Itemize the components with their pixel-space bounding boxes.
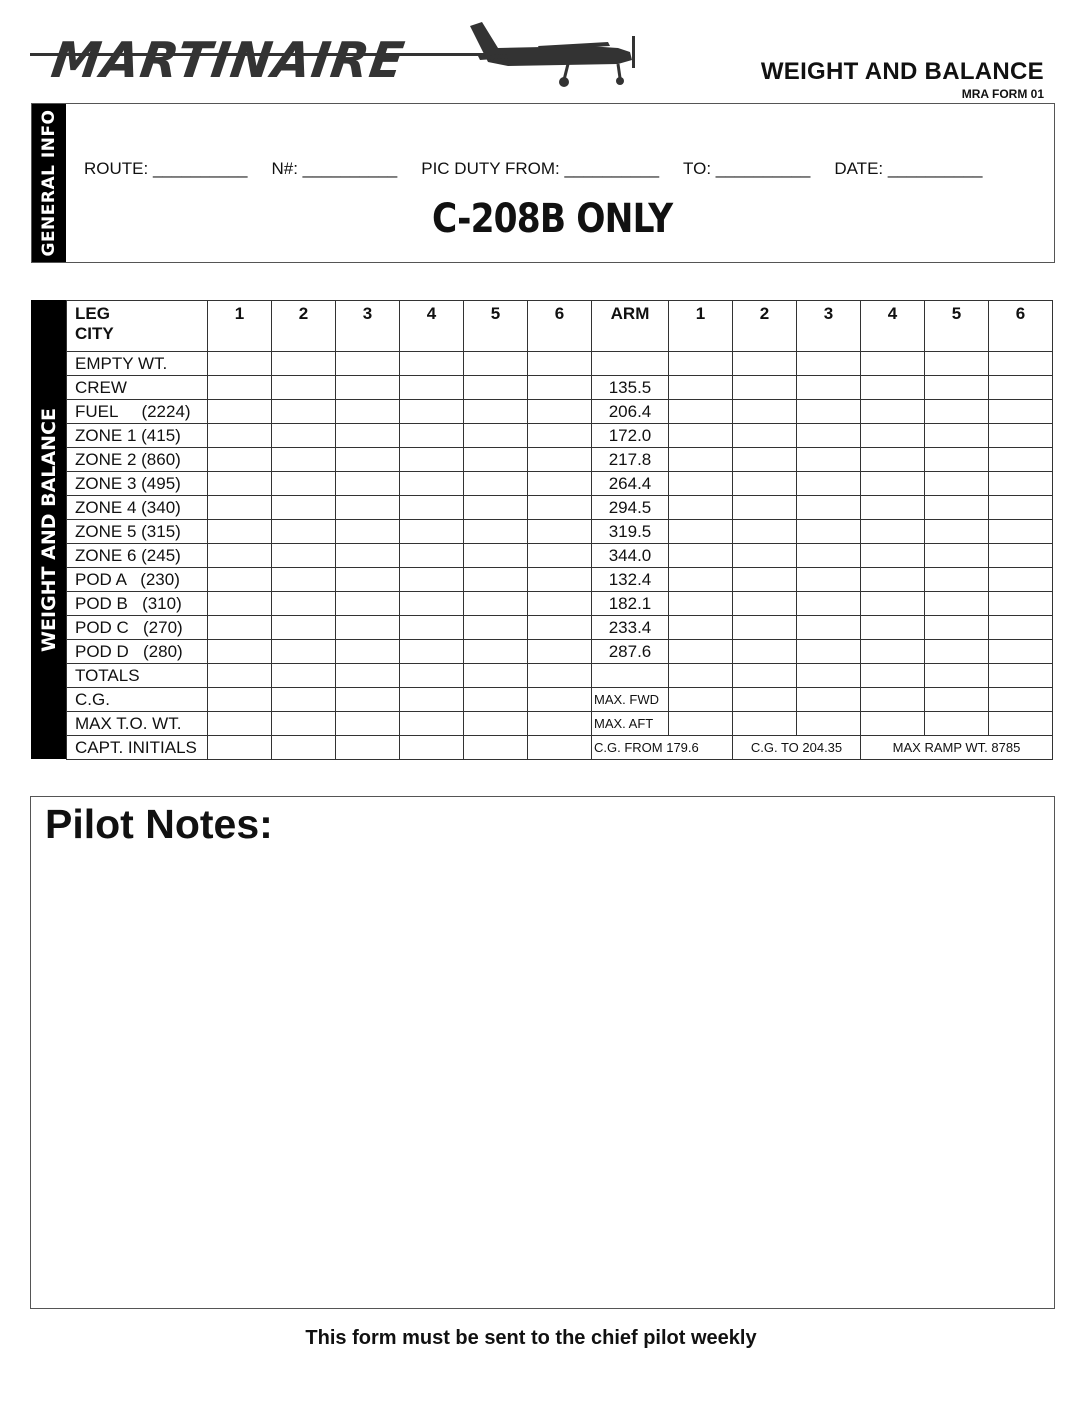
entry-cell[interactable] <box>208 688 272 712</box>
leg-header: LEG <box>75 304 110 323</box>
weight-entry-cell[interactable] <box>336 472 400 496</box>
moment-entry-cell[interactable] <box>733 568 797 592</box>
row-label: MAX T.O. WT. <box>67 712 208 736</box>
moment-col-header: 4 <box>861 301 925 352</box>
weight-entry-cell[interactable] <box>336 352 400 376</box>
row-label: CAPT. INITIALS <box>67 736 208 760</box>
entry-cell[interactable] <box>528 712 592 736</box>
entry-cell[interactable] <box>669 712 733 736</box>
weight-entry-cell[interactable] <box>208 616 272 640</box>
leg-col-header: 1 <box>208 301 272 352</box>
weight-entry-cell[interactable] <box>464 352 528 376</box>
date-field[interactable]: DATE: __________ <box>834 159 983 178</box>
entry-cell[interactable] <box>528 688 592 712</box>
moment-entry-cell[interactable] <box>797 352 861 376</box>
weight-entry-cell[interactable] <box>336 568 400 592</box>
table-row <box>67 640 1053 664</box>
row-label: CREW <box>67 376 208 400</box>
moment-entry-cell[interactable] <box>861 568 925 592</box>
entry-cell[interactable] <box>528 736 592 760</box>
moment-entry-cell[interactable] <box>797 592 861 616</box>
general-info-tab <box>32 104 66 262</box>
table-row <box>67 448 1053 472</box>
moment-entry-cell[interactable] <box>925 664 989 688</box>
moment-entry-cell[interactable] <box>797 616 861 640</box>
moment-entry-cell[interactable] <box>925 640 989 664</box>
row-label: FUEL (2224) <box>67 400 208 424</box>
moment-entry-cell[interactable] <box>989 568 1053 592</box>
weight-entry-cell[interactable] <box>272 616 336 640</box>
table-row <box>67 352 1053 376</box>
weight-entry-cell[interactable] <box>336 544 400 568</box>
moment-entry-cell[interactable] <box>733 448 797 472</box>
weight-entry-cell[interactable] <box>400 376 464 400</box>
weight-entry-cell[interactable] <box>208 568 272 592</box>
weight-entry-cell[interactable] <box>400 352 464 376</box>
moment-entry-cell[interactable] <box>989 664 1053 688</box>
row-label: ZONE 2 (860) <box>67 448 208 472</box>
tail-number-field[interactable]: N#: __________ <box>271 159 398 178</box>
pilot-notes-box[interactable] <box>30 796 1055 1309</box>
moment-col-header: 2 <box>733 301 797 352</box>
weight-entry-cell[interactable] <box>400 592 464 616</box>
arm-value: 294.5 <box>592 496 669 520</box>
moment-entry-cell[interactable] <box>669 544 733 568</box>
arm-value: 319.5 <box>592 520 669 544</box>
moment-entry-cell[interactable] <box>989 352 1053 376</box>
moment-entry-cell[interactable] <box>733 424 797 448</box>
weight-entry-cell[interactable] <box>208 544 272 568</box>
weight-entry-cell[interactable] <box>208 424 272 448</box>
entry-cell[interactable] <box>925 688 989 712</box>
weight-entry-cell[interactable] <box>528 544 592 568</box>
weight-entry-cell[interactable] <box>208 640 272 664</box>
entry-cell[interactable] <box>989 688 1053 712</box>
table-row <box>67 592 1053 616</box>
moment-entry-cell[interactable] <box>797 448 861 472</box>
arm-value: 264.4 <box>592 472 669 496</box>
entry-cell[interactable] <box>272 712 336 736</box>
weight-entry-cell[interactable] <box>528 568 592 592</box>
weight-entry-cell[interactable] <box>272 640 336 664</box>
moment-entry-cell[interactable] <box>989 472 1053 496</box>
weight-entry-cell[interactable] <box>400 424 464 448</box>
weight-entry-cell[interactable] <box>208 592 272 616</box>
row-label: POD C (270) <box>67 616 208 640</box>
weight-entry-cell[interactable] <box>400 520 464 544</box>
footer-instruction: This form must be sent to the chief pilot weekly <box>305 1327 757 1349</box>
table-row <box>67 616 1053 640</box>
weight-entry-cell[interactable] <box>464 544 528 568</box>
arm-header: ARM <box>592 301 669 352</box>
weight-entry-cell[interactable] <box>400 664 464 688</box>
row-label: ZONE 6 (245) <box>67 544 208 568</box>
table-row-capt-initials <box>67 736 1053 760</box>
moment-entry-cell[interactable] <box>861 472 925 496</box>
entry-cell[interactable] <box>464 712 528 736</box>
cg-from-note: C.G. FROM 179.6 <box>592 736 733 760</box>
weight-entry-cell[interactable] <box>400 640 464 664</box>
weight-entry-cell[interactable] <box>272 376 336 400</box>
weight-entry-cell[interactable] <box>208 520 272 544</box>
weight-entry-cell[interactable] <box>336 664 400 688</box>
moment-col-header: 3 <box>797 301 861 352</box>
moment-entry-cell[interactable] <box>989 400 1053 424</box>
moment-entry-cell[interactable] <box>925 616 989 640</box>
moment-entry-cell[interactable] <box>733 664 797 688</box>
weight-entry-cell[interactable] <box>208 664 272 688</box>
weight-entry-cell[interactable] <box>272 472 336 496</box>
weight-entry-cell[interactable] <box>400 472 464 496</box>
weight-entry-cell[interactable] <box>528 616 592 640</box>
max-ramp-note: MAX RAMP WT. 8785 <box>861 736 1053 760</box>
entry-cell[interactable] <box>861 712 925 736</box>
moment-entry-cell[interactable] <box>669 472 733 496</box>
general-info-section <box>31 103 1055 263</box>
weight-entry-cell[interactable] <box>464 640 528 664</box>
moment-entry-cell[interactable] <box>925 376 989 400</box>
moment-entry-cell[interactable] <box>797 568 861 592</box>
row-label: POD B (310) <box>67 592 208 616</box>
weight-entry-cell[interactable] <box>272 592 336 616</box>
weight-entry-cell[interactable] <box>208 400 272 424</box>
moment-entry-cell[interactable] <box>925 592 989 616</box>
moment-entry-cell[interactable] <box>797 664 861 688</box>
weight-entry-cell[interactable] <box>336 376 400 400</box>
moment-entry-cell[interactable] <box>733 592 797 616</box>
table-row-cg <box>67 688 1053 712</box>
moment-entry-cell[interactable] <box>797 544 861 568</box>
weight-entry-cell[interactable] <box>336 400 400 424</box>
row-label: C.G. <box>67 688 208 712</box>
moment-entry-cell[interactable] <box>733 352 797 376</box>
max-fwd-label: MAX. FWD <box>592 688 669 712</box>
weight-entry-cell[interactable] <box>464 664 528 688</box>
leg-col-header: 5 <box>464 301 528 352</box>
weight-entry-cell[interactable] <box>336 520 400 544</box>
moment-entry-cell[interactable] <box>925 520 989 544</box>
arm-value: 287.6 <box>592 640 669 664</box>
weight-balance-table <box>66 300 1053 760</box>
entry-cell[interactable] <box>208 712 272 736</box>
entry-cell[interactable] <box>272 688 336 712</box>
logo-wordmark: MARTINAIRE <box>47 32 409 89</box>
moment-entry-cell[interactable] <box>733 616 797 640</box>
aircraft-type-label: C-208B ONLY <box>432 196 673 242</box>
entry-cell[interactable] <box>400 736 464 760</box>
moment-entry-cell[interactable] <box>669 424 733 448</box>
table-row <box>67 472 1053 496</box>
moment-entry-cell[interactable] <box>733 640 797 664</box>
weight-entry-cell[interactable] <box>528 496 592 520</box>
city-header: CITY <box>75 324 114 343</box>
moment-entry-cell[interactable] <box>733 496 797 520</box>
leg-col-header: 3 <box>336 301 400 352</box>
moment-entry-cell[interactable] <box>669 664 733 688</box>
weight-entry-cell[interactable] <box>528 472 592 496</box>
company-logo <box>30 18 650 93</box>
moment-entry-cell[interactable] <box>669 592 733 616</box>
moment-entry-cell[interactable] <box>669 496 733 520</box>
moment-entry-cell[interactable] <box>797 520 861 544</box>
weight-entry-cell[interactable] <box>528 376 592 400</box>
weight-entry-cell[interactable] <box>272 544 336 568</box>
moment-entry-cell[interactable] <box>733 544 797 568</box>
weight-entry-cell[interactable] <box>528 592 592 616</box>
weight-entry-cell[interactable] <box>464 424 528 448</box>
table-row <box>67 496 1053 520</box>
entry-cell[interactable] <box>733 688 797 712</box>
weight-entry-cell[interactable] <box>464 592 528 616</box>
row-label: ZONE 3 (495) <box>67 472 208 496</box>
weight-entry-cell[interactable] <box>464 472 528 496</box>
weight-entry-cell[interactable] <box>336 496 400 520</box>
arm-value: 344.0 <box>592 544 669 568</box>
moment-entry-cell[interactable] <box>669 400 733 424</box>
weight-entry-cell[interactable] <box>464 616 528 640</box>
pic-duty-to-field[interactable]: TO: __________ <box>683 159 811 178</box>
form-number: MRA FORM 01 <box>961 87 1044 101</box>
moment-entry-cell[interactable] <box>861 664 925 688</box>
entry-cell[interactable] <box>272 736 336 760</box>
moment-entry-cell[interactable] <box>861 616 925 640</box>
cg-to-note: C.G. TO 204.35 <box>733 736 861 760</box>
weight-entry-cell[interactable] <box>400 400 464 424</box>
weight-entry-cell[interactable] <box>464 568 528 592</box>
moment-entry-cell[interactable] <box>861 640 925 664</box>
moment-entry-cell[interactable] <box>797 400 861 424</box>
weight-entry-cell[interactable] <box>528 520 592 544</box>
moment-entry-cell[interactable] <box>925 448 989 472</box>
leg-col-header: 6 <box>528 301 592 352</box>
moment-entry-cell[interactable] <box>925 352 989 376</box>
row-label: TOTALS <box>67 664 208 688</box>
moment-entry-cell[interactable] <box>733 520 797 544</box>
weight-entry-cell[interactable] <box>208 448 272 472</box>
weight-entry-cell[interactable] <box>400 568 464 592</box>
weight-entry-cell[interactable] <box>272 664 336 688</box>
row-label: EMPTY WT. <box>67 352 208 376</box>
entry-cell[interactable] <box>861 688 925 712</box>
weight-entry-cell[interactable] <box>336 616 400 640</box>
arm-value: 206.4 <box>592 400 669 424</box>
moment-col-header: 6 <box>989 301 1053 352</box>
general-info-fields <box>84 159 982 179</box>
weight-entry-cell[interactable] <box>464 448 528 472</box>
moment-entry-cell[interactable] <box>989 496 1053 520</box>
weight-entry-cell[interactable] <box>336 592 400 616</box>
weight-entry-cell[interactable] <box>528 400 592 424</box>
moment-entry-cell[interactable] <box>989 616 1053 640</box>
row-label: ZONE 1 (415) <box>67 424 208 448</box>
moment-entry-cell[interactable] <box>669 448 733 472</box>
weight-entry-cell[interactable] <box>208 376 272 400</box>
moment-entry-cell[interactable] <box>861 376 925 400</box>
weight-entry-cell[interactable] <box>336 640 400 664</box>
moment-entry-cell[interactable] <box>669 520 733 544</box>
moment-entry-cell[interactable] <box>925 400 989 424</box>
moment-entry-cell[interactable] <box>669 640 733 664</box>
weight-entry-cell[interactable] <box>336 448 400 472</box>
entry-cell[interactable] <box>400 712 464 736</box>
leg-col-header: 2 <box>272 301 336 352</box>
weight-entry-cell[interactable] <box>528 448 592 472</box>
moment-entry-cell[interactable] <box>989 448 1053 472</box>
moment-entry-cell[interactable] <box>797 472 861 496</box>
moment-entry-cell[interactable] <box>861 448 925 472</box>
arm-value <box>592 664 669 688</box>
moment-col-header: 1 <box>669 301 733 352</box>
row-label: ZONE 5 (315) <box>67 520 208 544</box>
weight-entry-cell[interactable] <box>528 664 592 688</box>
pilot-notes-title: Pilot Notes: <box>45 801 273 847</box>
weight-entry-cell[interactable] <box>464 376 528 400</box>
weight-entry-cell[interactable] <box>208 352 272 376</box>
moment-entry-cell[interactable] <box>861 496 925 520</box>
entry-cell[interactable] <box>797 688 861 712</box>
arm-value: 182.1 <box>592 592 669 616</box>
moment-entry-cell[interactable] <box>861 400 925 424</box>
moment-entry-cell[interactable] <box>797 376 861 400</box>
entry-cell[interactable] <box>336 736 400 760</box>
weight-entry-cell[interactable] <box>272 520 336 544</box>
weight-entry-cell[interactable] <box>464 400 528 424</box>
moment-entry-cell[interactable] <box>989 544 1053 568</box>
arm-value: 135.5 <box>592 376 669 400</box>
entry-cell[interactable] <box>464 736 528 760</box>
weight-entry-cell[interactable] <box>272 448 336 472</box>
entry-cell[interactable] <box>208 736 272 760</box>
entry-cell[interactable] <box>669 688 733 712</box>
row-label: POD D (280) <box>67 640 208 664</box>
weight-entry-cell[interactable] <box>400 448 464 472</box>
moment-col-header: 5 <box>925 301 989 352</box>
moment-entry-cell[interactable] <box>989 640 1053 664</box>
weight-entry-cell[interactable] <box>528 424 592 448</box>
leg-col-header: 4 <box>400 301 464 352</box>
arm-value: 217.8 <box>592 448 669 472</box>
weight-entry-cell[interactable] <box>528 640 592 664</box>
moment-entry-cell[interactable] <box>669 568 733 592</box>
weight-entry-cell[interactable] <box>272 424 336 448</box>
moment-entry-cell[interactable] <box>797 424 861 448</box>
moment-entry-cell[interactable] <box>733 472 797 496</box>
moment-entry-cell[interactable] <box>925 496 989 520</box>
row-label: POD A (230) <box>67 568 208 592</box>
weight-entry-cell[interactable] <box>400 544 464 568</box>
moment-entry-cell[interactable] <box>861 352 925 376</box>
moment-entry-cell[interactable] <box>925 568 989 592</box>
max-aft-label: MAX. AFT <box>592 712 669 736</box>
moment-entry-cell[interactable] <box>989 592 1053 616</box>
weight-balance-tab-label: WEIGHT AND BALANCE <box>37 407 60 652</box>
moment-entry-cell[interactable] <box>669 376 733 400</box>
moment-entry-cell[interactable] <box>989 376 1053 400</box>
moment-entry-cell[interactable] <box>797 496 861 520</box>
moment-entry-cell[interactable] <box>669 352 733 376</box>
entry-cell[interactable] <box>336 712 400 736</box>
general-info-tab-label: GENERAL INFO <box>39 109 59 257</box>
leg-city-header <box>67 301 208 352</box>
moment-entry-cell[interactable] <box>733 376 797 400</box>
weight-entry-cell[interactable] <box>272 400 336 424</box>
weight-entry-cell[interactable] <box>208 496 272 520</box>
moment-entry-cell[interactable] <box>861 592 925 616</box>
form-title: WEIGHT AND BALANCE <box>760 58 1044 85</box>
moment-entry-cell[interactable] <box>925 472 989 496</box>
table-row <box>67 568 1053 592</box>
entry-cell[interactable] <box>400 688 464 712</box>
entry-cell[interactable] <box>464 688 528 712</box>
moment-entry-cell[interactable] <box>861 520 925 544</box>
weight-entry-cell[interactable] <box>464 496 528 520</box>
moment-entry-cell[interactable] <box>733 400 797 424</box>
table-row <box>67 376 1053 400</box>
entry-cell[interactable] <box>925 712 989 736</box>
moment-entry-cell[interactable] <box>669 616 733 640</box>
table-row <box>67 424 1053 448</box>
weight-entry-cell[interactable] <box>400 496 464 520</box>
weight-balance-tab <box>31 300 66 759</box>
moment-entry-cell[interactable] <box>989 520 1053 544</box>
moment-entry-cell[interactable] <box>925 424 989 448</box>
weight-entry-cell[interactable] <box>336 424 400 448</box>
entry-cell[interactable] <box>336 688 400 712</box>
weight-entry-cell[interactable] <box>272 568 336 592</box>
table-header-row <box>67 301 1053 352</box>
weight-entry-cell[interactable] <box>400 616 464 640</box>
arm-value: 233.4 <box>592 616 669 640</box>
entry-cell[interactable] <box>989 712 1053 736</box>
entry-cell[interactable] <box>797 712 861 736</box>
moment-entry-cell[interactable] <box>861 424 925 448</box>
arm-value: 132.4 <box>592 568 669 592</box>
weight-entry-cell[interactable] <box>272 352 336 376</box>
moment-entry-cell[interactable] <box>797 640 861 664</box>
moment-entry-cell[interactable] <box>989 424 1053 448</box>
pic-duty-from-field[interactable]: PIC DUTY FROM: __________ <box>421 159 660 178</box>
row-label: ZONE 4 (340) <box>67 496 208 520</box>
table-row <box>67 520 1053 544</box>
arm-value <box>592 352 669 376</box>
moment-entry-cell[interactable] <box>925 544 989 568</box>
airplane-icon <box>468 18 643 93</box>
table-row <box>67 664 1053 688</box>
weight-entry-cell[interactable] <box>272 496 336 520</box>
table-row-max-to-wt <box>67 712 1053 736</box>
table-row <box>67 400 1053 424</box>
weight-entry-cell[interactable] <box>464 520 528 544</box>
route-field[interactable]: ROUTE: __________ <box>84 159 248 178</box>
weight-balance-section <box>31 300 1053 759</box>
table-row <box>67 544 1053 568</box>
entry-cell[interactable] <box>733 712 797 736</box>
arm-value: 172.0 <box>592 424 669 448</box>
weight-entry-cell[interactable] <box>208 472 272 496</box>
weight-entry-cell[interactable] <box>528 352 592 376</box>
moment-entry-cell[interactable] <box>861 544 925 568</box>
